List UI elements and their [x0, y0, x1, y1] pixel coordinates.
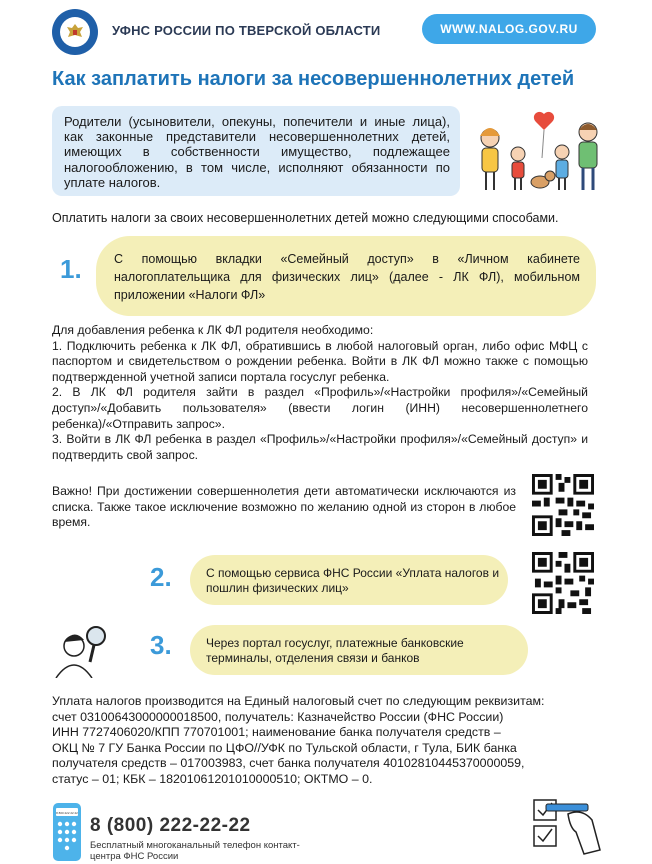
steps-section: [52, 323, 588, 463]
method-1-number: 1.: [60, 254, 82, 284]
method-3-number: 3.: [150, 630, 172, 660]
phone-screen-number: 8 800 222 22 22: [56, 811, 78, 815]
payment-line: статус – 01; КБК – 18201061201010000510; ОКТМО – 0.: [52, 771, 373, 786]
payment-line: ИНН 7727406020/КПП 770701001; наименование банка получателя средств –: [52, 725, 501, 740]
magnifier-person-icon: [50, 622, 112, 678]
payment-line: ОКЦ № 7 ГУ Банка России по ЦФО//УФК по Тульской области, г Тула, БИК банка: [52, 740, 517, 755]
method-2-number: 2.: [150, 562, 172, 592]
website-link-button[interactable]: WWW.NALOG.GOV.RU: [422, 14, 596, 44]
method-1-text: С помощью вкладки «Семейный доступ» в «Личном кабинете налогоплательщика для физических лиц» (далее - ЛК ФЛ), мобильном приложении «Налоги ФЛ»: [114, 252, 580, 302]
payment-line: получателя средств – 017003983, счет банка получателя 40102810445370000059,: [52, 756, 525, 771]
step-2: 2. В ЛК ФЛ родителя зайти в раздел «Профиль»/«Настройки профиля»/«Семейный доступ»/«Добавить пользователя» (ввести логин (ИНН) несовершеннолетнего ребенка)/«Отправить запрос».: [52, 385, 588, 431]
qr-code-icon[interactable]: [532, 552, 594, 614]
eagle-icon: [60, 17, 90, 47]
warning-text: Важно! При достижении совершеннолетия дети автоматически исключаются из списка. Также такое исключение возможно по желанию одной из сторон в любое время.: [52, 484, 516, 530]
payment-line: Уплата налогов производится на Единый налоговый счет по следующим реквизитам:: [52, 694, 545, 708]
steps-heading: Для добавления ребенка к ЛК ФЛ родителя необходимо:: [52, 323, 374, 337]
payment-details: [52, 694, 608, 788]
phone-keypad-icon: [52, 802, 82, 862]
org-name: УФНС РОССИИ ПО ТВЕРСКОЙ ОБЛАСТИ: [112, 23, 381, 38]
checklist-hand-icon: [528, 796, 604, 858]
intro-text: Родители (усыновители, опекуны, попечители и иные лица), как законные представители несовершеннолетних детей, имеющих в собственности имущество, подлежащее налогообложению, в том числе, исполняют обязанности по уплате налогов.: [64, 114, 450, 190]
payment-line: счет 03100643000000018500, получатель: Казначейство России (ФНС России): [52, 709, 504, 724]
phone-number[interactable]: 8 (800) 222-22-22: [90, 815, 251, 836]
qr-code-icon[interactable]: [532, 474, 594, 536]
step-3: 3. Войти в ЛК ФЛ ребенка в раздел «Профиль»/«Настройки профиля»/«Семейный доступ» и подтвердить свой запрос.: [52, 432, 588, 462]
page-title: Как заплатить налоги за несовершеннолетних детей: [52, 68, 575, 90]
method-3-text: Через портал госуслуг, платежные банковские терминалы, отделения связи и банков: [206, 636, 464, 665]
phone-caption: Бесплатный многоканальный телефон контакт-центра ФНС России: [90, 840, 300, 862]
step-1: 1. Подключить ребенка к ЛК ФЛ, обратившись в любой налоговый орган, либо офис МФЦ с паспортом и свидетельством о рождении ребенка. Войти в ЛК ФЛ можно также с помощью подтвержденной учетной записи портала госуслуг ребенка.: [52, 338, 588, 384]
fns-emblem-logo: [52, 9, 98, 55]
lead-text: Оплатить налоги за своих несовершеннолетних детей можно следующими способами.: [52, 211, 559, 225]
method-2-text: С помощью сервиса ФНС России «Уплата налогов и пошлин физических лиц»: [206, 566, 500, 595]
family-illustration-icon: [466, 108, 606, 194]
